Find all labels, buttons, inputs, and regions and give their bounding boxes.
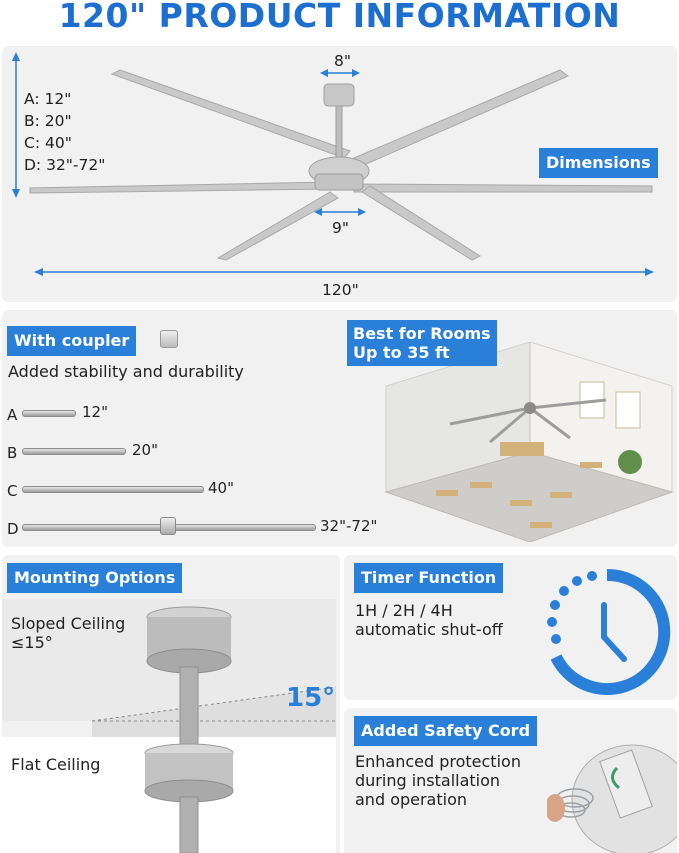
rod-coupler xyxy=(160,517,176,535)
safety-panel xyxy=(344,708,677,853)
safety-line1: Enhanced protection xyxy=(355,752,521,771)
rod-b xyxy=(22,448,126,455)
safety-cord-illustration xyxy=(547,738,677,853)
rod-length-b: 20" xyxy=(132,441,158,459)
dimensions-badge: Dimensions xyxy=(539,148,658,178)
clock-icon xyxy=(542,567,672,697)
mounting-badge: Mounting Options xyxy=(7,563,182,593)
legend-c: C: 40" xyxy=(24,134,72,152)
legend-d: D: 32"-72" xyxy=(24,156,106,174)
rod-letter-b: B xyxy=(7,444,18,462)
sloped-limit-label: ≤15° xyxy=(11,633,53,652)
rod-c xyxy=(22,486,204,493)
timer-description: automatic shut-off xyxy=(355,620,503,639)
coupler-panel xyxy=(2,310,677,547)
room-illustration xyxy=(380,342,679,542)
coupler-icon xyxy=(160,330,178,348)
span-label: 120" xyxy=(322,281,359,299)
timer-options: 1H / 2H / 4H xyxy=(355,601,453,620)
legend-a: A: 12" xyxy=(24,90,72,108)
mounting-panel xyxy=(2,555,340,853)
sloped-ceiling-label: Sloped Ceiling xyxy=(11,614,126,633)
angle-label: 15° xyxy=(286,683,336,713)
dimensions-panel xyxy=(2,46,677,302)
rooms-badge xyxy=(347,320,497,366)
safety-line3: and operation xyxy=(355,790,468,809)
rod-letter-d: D xyxy=(7,520,19,538)
flat-ceiling-label: Flat Ceiling xyxy=(11,755,101,774)
rod-length-c: 40" xyxy=(208,479,234,497)
timer-panel xyxy=(344,555,677,700)
rooms-badge-line2: Up to 35 ft xyxy=(353,343,450,362)
rod-length-d: 32"-72" xyxy=(320,517,378,535)
rooms-badge-line1: Best for Rooms xyxy=(353,324,491,343)
legend-b: B: 20" xyxy=(24,112,72,130)
safety-line2: during installation xyxy=(355,771,501,790)
rod-length-a: 12" xyxy=(82,403,108,421)
dimension-legend xyxy=(24,88,105,176)
coupler-badge: With coupler xyxy=(7,326,136,356)
coupler-description: Added stability and durability xyxy=(8,362,244,381)
page-title: 120" PRODUCT INFORMATION xyxy=(58,0,621,35)
rod-letter-c: C xyxy=(7,482,18,500)
rod-a xyxy=(22,410,76,417)
safety-badge: Added Safety Cord xyxy=(354,716,537,746)
timer-badge: Timer Function xyxy=(354,563,503,593)
motor-width-label: 9" xyxy=(332,219,349,237)
top-mount-label: 8" xyxy=(334,52,351,70)
rod-letter-a: A xyxy=(7,406,18,424)
